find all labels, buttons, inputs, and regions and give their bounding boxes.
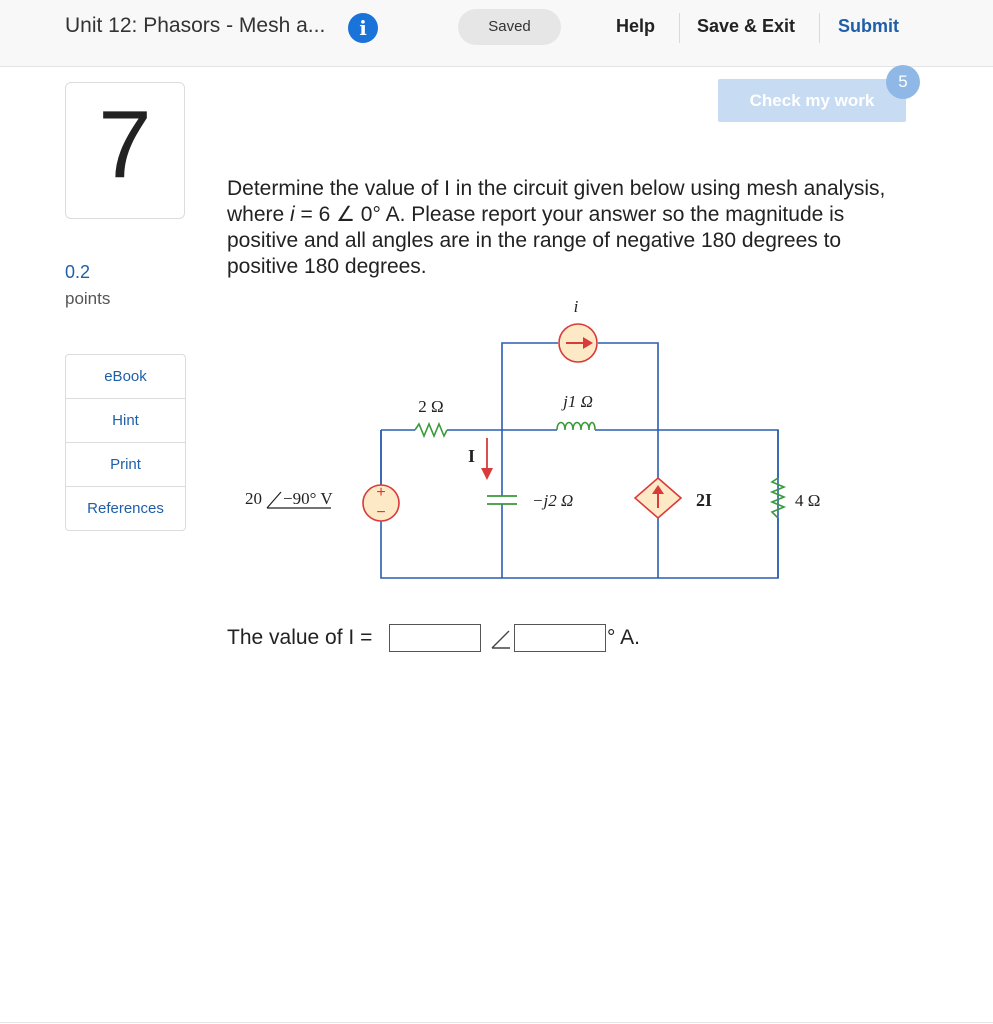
angle-icon: [489, 627, 513, 651]
check-my-work-button[interactable]: Check my work: [718, 79, 906, 122]
angle-symbol: [267, 492, 281, 508]
circuit-wires: [381, 343, 778, 578]
voltage-angle: −90° V: [283, 489, 333, 508]
info-icon[interactable]: i: [348, 13, 378, 43]
dependent-source-label: 2I: [696, 490, 713, 510]
answer-label: The value of I =: [227, 626, 373, 649]
hint-link[interactable]: Hint: [66, 399, 185, 443]
answer-unit: ° A.: [607, 626, 640, 649]
current-label: I: [468, 446, 476, 466]
question-prefix: Determine the value of I in the circuit given below using mesh analysis, where: [227, 177, 886, 226]
question-variable: i: [290, 203, 295, 226]
question-text: [227, 176, 892, 280]
question-number-box: [65, 82, 185, 219]
submit-link[interactable]: Submit: [838, 16, 899, 36]
angle-input[interactable]: [514, 624, 606, 652]
voltage-source: [363, 430, 399, 521]
saved-status: Saved: [458, 9, 561, 45]
voltage-magnitude: 20: [245, 489, 262, 508]
current-source: [559, 324, 597, 362]
print-link[interactable]: Print: [66, 443, 185, 487]
points-label: points: [65, 289, 111, 308]
help-link[interactable]: Help: [616, 16, 656, 36]
divider: [819, 13, 820, 43]
plus-sign: +: [376, 484, 386, 501]
ebook-link[interactable]: eBook: [66, 355, 185, 399]
checks-remaining-badge: 5: [886, 65, 920, 99]
capacitor-label: −j2 Ω: [532, 491, 574, 510]
resistor-2-label: 2 Ω: [418, 397, 444, 416]
assignment-title: Unit 12: Phasors - Mesh a...: [65, 14, 326, 37]
dependent-current-source: [635, 478, 681, 518]
top-bar: [0, 0, 993, 67]
circuit-diagram: [235, 290, 835, 590]
capacitor: [487, 496, 517, 504]
resource-menu: [65, 354, 186, 531]
divider: [679, 13, 680, 43]
question-value: = 6 ∠ 0° A. Please report your answer so the magnitude is positive and all angles are in the range of negative 180 degrees to positive 180 degrees.: [227, 203, 845, 278]
inductor: [557, 423, 595, 431]
resistor-4-label: 4 Ω: [795, 491, 821, 510]
current-arrow: [481, 438, 493, 480]
points-value: 0.2: [65, 262, 91, 282]
current-source-label: i: [573, 297, 579, 316]
references-link[interactable]: References: [87, 500, 164, 517]
question-number: 7: [98, 91, 152, 198]
save-exit-link[interactable]: Save & Exit: [697, 16, 796, 36]
inductor-label: j1 Ω: [563, 392, 593, 411]
resistor-2-ohm: [415, 424, 447, 436]
magnitude-input[interactable]: [389, 624, 481, 652]
minus-sign: −: [376, 504, 386, 521]
divider: [0, 1022, 993, 1023]
